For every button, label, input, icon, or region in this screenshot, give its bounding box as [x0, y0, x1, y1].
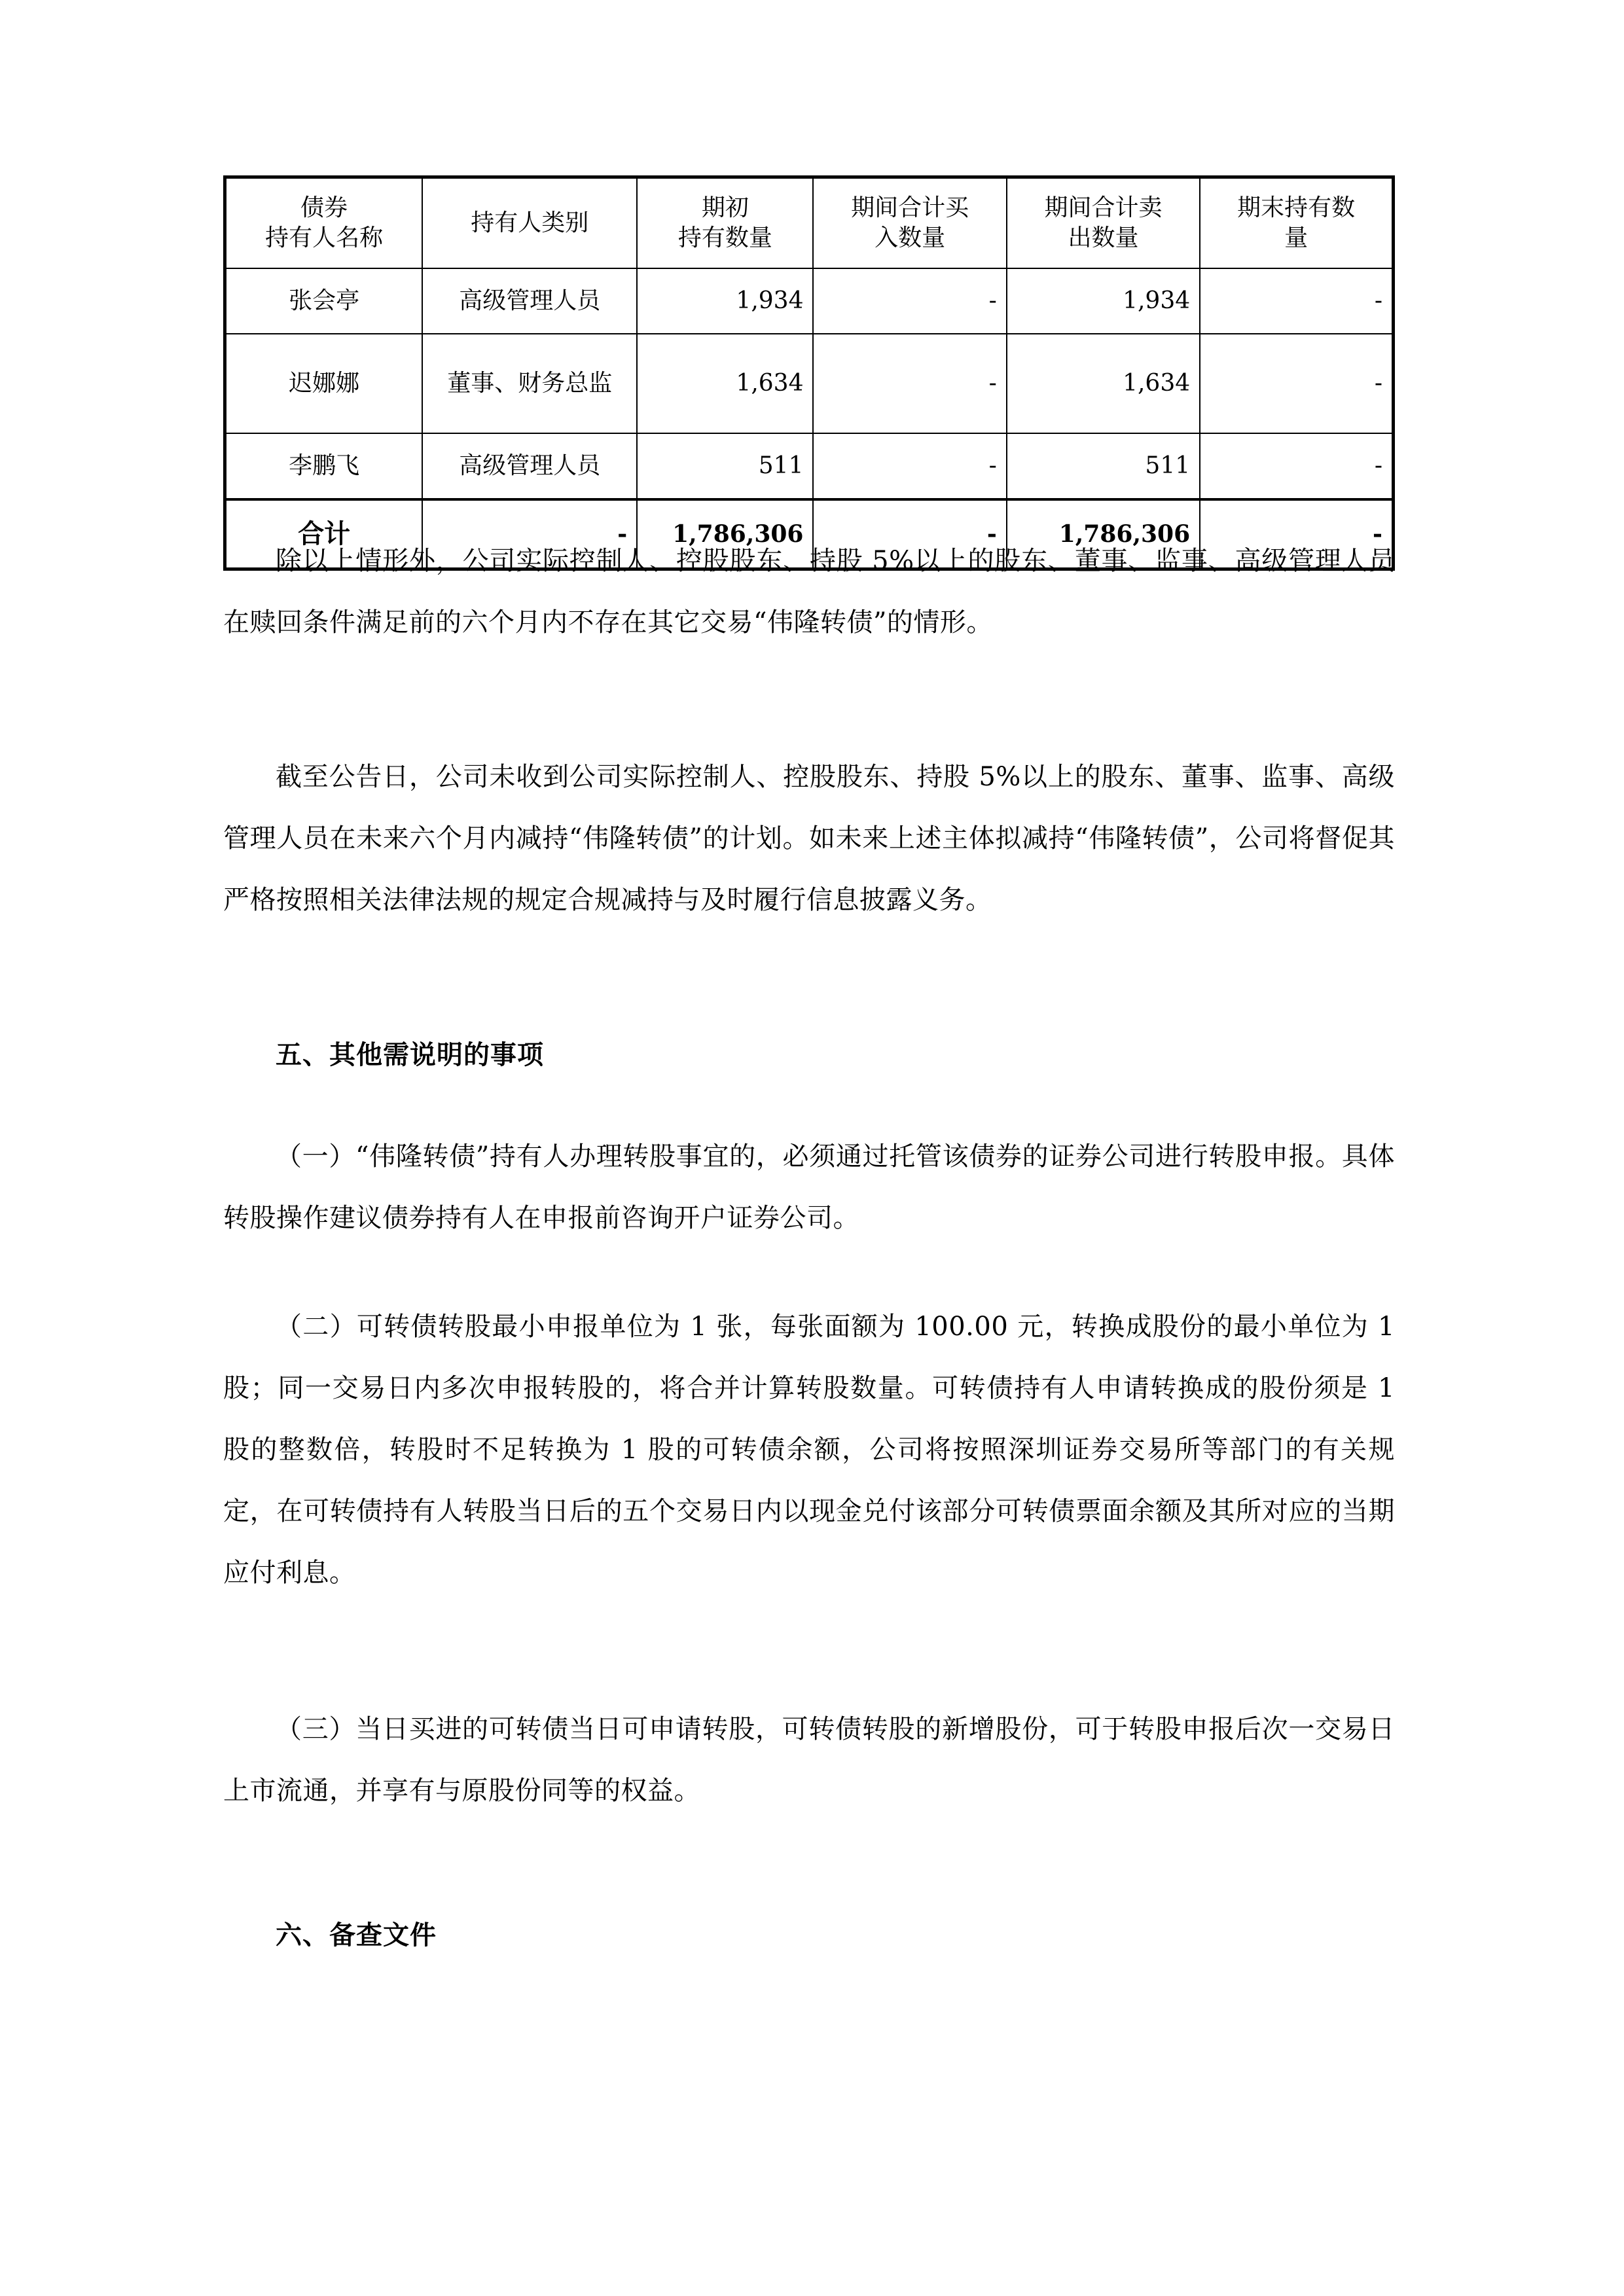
- table-body: [225, 268, 1394, 569]
- header-line-1: 期末持有数: [1237, 194, 1356, 221]
- cell-begin-qty: 511: [637, 433, 813, 499]
- column-header-total-sold: [1007, 177, 1200, 269]
- cell-end-qty: -: [1200, 268, 1393, 334]
- cell-total-bought: -: [813, 499, 1006, 569]
- header-line-1: 期间合计卖: [1044, 194, 1163, 221]
- paragraph-block-3: [223, 1126, 1395, 1249]
- heading-block-6: [223, 1905, 1395, 1966]
- paragraph-block-4: [223, 1296, 1395, 1604]
- cell-total-bought: -: [813, 433, 1006, 499]
- column-header-holder-name: [225, 177, 423, 269]
- paragraph-block-5: [223, 1698, 1395, 1821]
- cell-total-begin-qty: 1,786,306: [637, 499, 813, 569]
- cell-holder-name: 张会亭: [225, 268, 423, 334]
- header-line-1: 持有人类别: [471, 209, 589, 236]
- paragraph-block-2: [223, 746, 1395, 931]
- heading-block-5: [223, 1024, 1395, 1086]
- paragraph-other-than-above: 除以上情形外，公司实际控制人、控股股东、持股 5%以上的股东、董事、监事、高级管理人员在赎回条件满足前的六个月内不存在其它交易“伟隆转债”的情形。: [223, 546, 1395, 637]
- paragraph-no-reduction-plan: 截至公告日，公司未收到公司实际控制人、控股股东、持股 5%以上的股东、董事、监事、高级管理人员在未来六个月内减持“伟隆转债”的计划。如未来上述主体拟减持“伟隆转债”，公司将督促其严格按照相关法律法规的规定合规减持与及时履行信息披露义务。: [223, 762, 1395, 915]
- section-heading-five: 五、其他需说明的事项: [276, 1040, 544, 1070]
- header-line-2: 入数量: [875, 224, 946, 251]
- header-line-2: 持有数量: [677, 224, 772, 251]
- section-heading-six: 六、备查文件: [276, 1920, 437, 1950]
- cell-total-label: 合计: [225, 499, 423, 569]
- table-header: [225, 177, 1394, 269]
- cell-holder-type: 高级管理人员: [422, 268, 637, 334]
- column-header-end-qty: [1200, 177, 1393, 269]
- header-line-1: 债券: [300, 194, 348, 221]
- cell-total-bought: -: [813, 334, 1006, 433]
- column-header-holder-type: [422, 177, 637, 269]
- cell-total-end-qty: -: [1200, 499, 1393, 569]
- cell-total-sold: 1,934: [1007, 268, 1200, 334]
- bondholder-table: [223, 175, 1395, 571]
- cell-holder-type: 高级管理人员: [422, 433, 637, 499]
- paragraph-item-two: （二）可转债转股最小申报单位为 1 张，每张面额为 100.00 元，转换成股份的最小单位为 1 股；同一交易日内多次申报转股的，将合并计算转股数量。可转债持有人申请转换成的股份须是 1 股的整数倍，转股时不足转换为 1 股的可转债余额，公司将按照深圳证券交易所等部门的有关规定，在可转债持有人转股当日后的五个交易日内以现金兑付该部分可转债票面余额及其所对应的当期应付利息。: [223, 1312, 1395, 1588]
- table-row: [225, 433, 1394, 499]
- header-line-2: 出数量: [1068, 224, 1139, 251]
- table-header-row: [225, 177, 1394, 269]
- header-line-2: 量: [1284, 224, 1308, 251]
- cell-end-qty: -: [1200, 433, 1393, 499]
- cell-total-sold: 1,786,306: [1007, 499, 1200, 569]
- table-row: [225, 268, 1394, 334]
- cell-begin-qty: 1,634: [637, 334, 813, 433]
- cell-holder-name: 李鹏飞: [225, 433, 423, 499]
- cell-total-type: -: [422, 499, 637, 569]
- header-line-2: 持有人名称: [265, 224, 384, 251]
- cell-holder-name: 迟娜娜: [225, 334, 423, 433]
- cell-end-qty: -: [1200, 334, 1393, 433]
- table-row: [225, 334, 1394, 433]
- header-line-1: 期间合计买: [851, 194, 969, 221]
- cell-total-sold: 1,634: [1007, 334, 1200, 433]
- cell-holder-type: 董事、财务总监: [422, 334, 637, 433]
- column-header-total-bought: [813, 177, 1006, 269]
- cell-total-sold: 511: [1007, 433, 1200, 499]
- bondholder-table-container: [223, 175, 1395, 571]
- cell-total-bought: -: [813, 268, 1006, 334]
- paragraph-item-three: （三）当日买进的可转债当日可申请转股，可转债转股的新增股份，可于转股申报后次一交易日上市流通，并享有与原股份同等的权益。: [223, 1714, 1395, 1806]
- header-line-1: 期初: [701, 194, 749, 221]
- cell-begin-qty: 1,934: [637, 268, 813, 334]
- paragraph-item-one: （一）“伟隆转债”持有人办理转股事宜的，必须通过托管该债券的证券公司进行转股申报。具体转股操作建议债券持有人在申报前咨询开户证券公司。: [223, 1141, 1395, 1233]
- column-header-begin-qty: [637, 177, 813, 269]
- paragraph-block-1: [223, 530, 1395, 653]
